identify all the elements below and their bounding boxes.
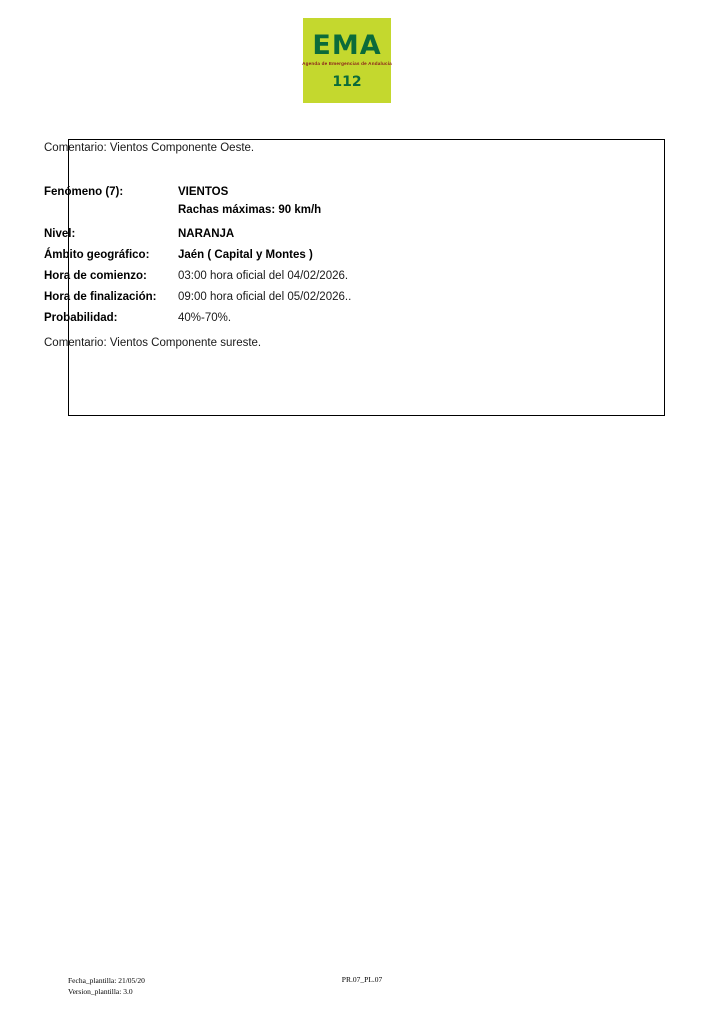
geographic-scope-label: Ámbito geográfico: (44, 249, 150, 261)
probability-value: 40%-70%. (178, 312, 232, 324)
phenomenon-value: VIENTOS (178, 186, 229, 198)
probability-label: Probabilidad: (44, 312, 118, 324)
end-time-label: Hora de finalización: (44, 291, 157, 303)
field-row-end-time (44, 291, 564, 303)
comment-top: Comentario: Vientos Componente Oeste. (44, 142, 255, 154)
field-row-start-time (44, 270, 564, 282)
field-row-geographic-scope (44, 249, 564, 261)
alert-fields (44, 186, 564, 349)
phenomenon-label: Fenómeno (7): (44, 186, 124, 198)
level-value: NARANJA (178, 228, 235, 240)
footer-template-date: Fecha_plantilla: 21/05/20 (68, 976, 145, 985)
field-row-probability (44, 312, 564, 324)
level-label: Nivel: (44, 228, 76, 240)
start-time-value: 03:00 hora oficial del 04/02/2026. (178, 270, 349, 282)
logo-emergency-number: 112 (332, 74, 362, 90)
page-footer (0, 975, 724, 1005)
footer-document-code: PR.07_PL.07 (341, 975, 383, 984)
geographic-scope-value: Jaén ( Capital y Montes ) (178, 249, 313, 261)
start-time-label: Hora de comienzo: (44, 270, 147, 282)
ema-logo (303, 18, 391, 103)
comment-bottom: Comentario: Vientos Componente sureste. (44, 337, 262, 349)
end-time-value: 09:00 hora oficial del 05/02/2026.. (178, 291, 352, 303)
footer-template-version: Version_plantilla: 3.0 (68, 987, 133, 997)
logo-subtitle-text: Agenda de Emergencias de Andalucía (302, 61, 392, 66)
logo-brand-text: EMA (312, 30, 382, 61)
phenomenon-detail: Rachas máximas: 90 km/h (178, 204, 322, 216)
field-row-phenomenon (44, 186, 564, 198)
field-row-level (44, 228, 564, 240)
